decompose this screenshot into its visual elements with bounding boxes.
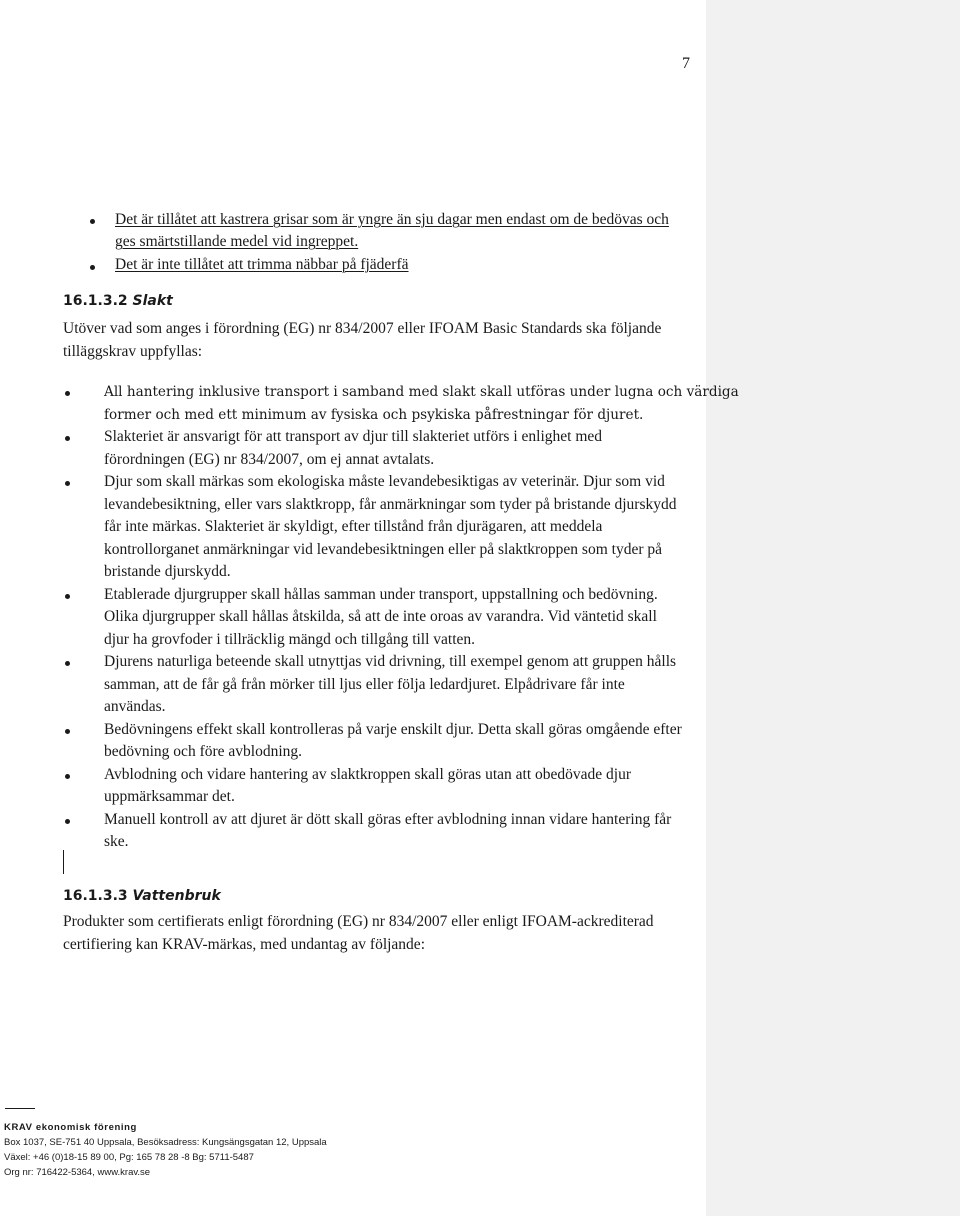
comment-margin-panel: [706, 0, 960, 1216]
slakt-bullet-7-line-2: uppmärksammar det.: [104, 788, 235, 805]
slakt-intro-line-2: tilläggskrav uppfyllas:: [63, 343, 203, 360]
bullet-marker: [65, 819, 70, 824]
bullet-marker: [90, 265, 95, 270]
footer-address: Box 1037, SE-751 40 Uppsala, Besöksadress: Kungsängsgatan 12, Uppsala: [4, 1137, 327, 1148]
slakt-bullet-3-line-5: bristande djurskydd.: [104, 563, 231, 580]
slakt-bullet-4-line-1: Etablerade djurgrupper skall hållas samman under transport, uppstallning och bedövning.: [104, 586, 658, 603]
slakt-bullet-2-line-2: förordningen (EG) nr 834/2007, om ej annat avtalats.: [104, 451, 435, 468]
slakt-bullet-3-line-2: levandebesiktning, eller vars slaktkropp, får anmärkningar som tyder på bristande djurskydd: [104, 496, 677, 513]
slakt-bullet-3-line-3: får inte märkas. Slakteriet är skyldigt, efter tillstånd från djurägaren, att meddela: [104, 518, 603, 535]
slakt-bullet-6-line-1: Bedövningens effekt skall kontrolleras på varje enskilt djur. Detta skall göras omgående efter: [104, 721, 682, 738]
bullet-marker: [65, 661, 70, 666]
slakt-bullet-3-line-1: Djur som skall märkas som ekologiska måste levandebesiktigas av veterinär. Djur som vid: [104, 473, 665, 490]
slakt-bullet-6-line-2: bedövning och före avblodning.: [104, 743, 303, 760]
slakt-bullet-8-line-1: Manuell kontroll av att djuret är dött skall göras efter avblodning innan vidare hantering får: [104, 811, 672, 828]
slakt-bullet-2-line-1: Slakteriet är ansvarigt för att transport av djur till slakteriet utförs i enlighet med: [104, 428, 603, 445]
intro-bullet-1-line-1: Det är tillåtet att kastrera grisar som är yngre än sju dagar men endast om de bedövas och: [115, 211, 669, 228]
section-number: 16.1.3.2: [63, 293, 128, 309]
section-title: Slakt: [132, 293, 173, 309]
footer-org-name: KRAV ekonomisk förening: [4, 1122, 137, 1133]
footer-contact: Växel: +46 (0)18-15 89 00, Pg: 165 78 28 -8 Bg: 5711-5487: [4, 1152, 254, 1163]
footer-rule: [5, 1108, 35, 1109]
slakt-bullet-3-line-4: kontrollorganet anmärkningar vid levandebesiktningen eller på slaktkroppen som tyder på: [104, 541, 662, 558]
slakt-bullet-1-line-1: All hantering inklusive transport i samband med slakt skall utföras under lugna och värdiga: [104, 384, 739, 400]
slakt-bullet-8-line-2: ske.: [104, 833, 129, 850]
slakt-bullet-5-line-1: Djurens naturliga beteende skall utnyttjas vid drivning, till exempel genom att gruppen hålls: [104, 653, 677, 670]
bullet-marker: [65, 436, 70, 441]
section-heading-slakt: [63, 293, 173, 309]
slakt-bullet-4-line-2: Olika djurgrupper skall hållas åtskilda, så att de inte oroas av varandra. Vid väntetid skall: [104, 608, 657, 625]
section-heading-vattenbruk: [63, 888, 221, 904]
bullet-marker: [65, 594, 70, 599]
slakt-bullet-5-line-3: användas.: [104, 698, 166, 715]
section-number: 16.1.3.3: [63, 888, 128, 904]
intro-bullet-2-line-1: Det är inte tillåtet att trimma näbbar på fjäderfä: [115, 256, 409, 273]
bullet-marker: [65, 774, 70, 779]
footer-org-nr: Org nr: 716422-5364, www.krav.se: [4, 1167, 151, 1178]
slakt-bullet-5-line-2: samman, att de får gå från mörker till ljus eller följa ledardjuret. Elpådrivare får inte: [104, 676, 625, 693]
vattenbruk-intro-line-1: Produkter som certifierats enligt förordning (EG) nr 834/2007 eller enligt IFOAM-ackrediterad: [63, 913, 654, 930]
slakt-bullet-7-line-1: Avblodning och vidare hantering av slaktkroppen skall göras utan att obedövade djur: [104, 766, 631, 783]
bullet-marker: [65, 391, 70, 396]
slakt-bullet-1-line-2: former och med ett minimum av fysiska och psykiska påfrestningar för djuret.: [104, 407, 644, 423]
bullet-marker: [65, 481, 70, 486]
change-bar: [63, 850, 64, 874]
slakt-intro-line-1: Utöver vad som anges i förordning (EG) nr 834/2007 eller IFOAM Basic Standards ska följande: [63, 320, 662, 337]
intro-bullet-1-line-2: ges smärtstillande medel vid ingreppet.: [115, 233, 359, 250]
slakt-bullet-4-line-3: djur ha grovfoder i tillräcklig mängd och tillgång till vatten.: [104, 631, 476, 648]
page-number: 7: [682, 55, 690, 72]
vattenbruk-intro-line-2: certifiering kan KRAV-märkas, med undantag av följande:: [63, 936, 425, 953]
bullet-marker: [90, 219, 95, 224]
section-title: Vattenbruk: [132, 888, 221, 904]
bullet-marker: [65, 729, 70, 734]
